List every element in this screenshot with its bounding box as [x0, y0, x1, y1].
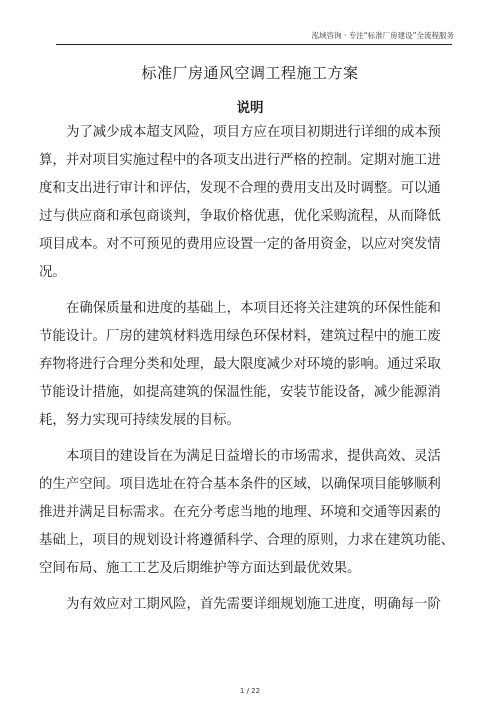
header-divider: [56, 44, 452, 45]
body-text: [39, 119, 463, 627]
text-line: 况。: [39, 265, 66, 280]
text-line: 节能设计。厂房的建筑材料选用绿色环保材料，建筑过程中的施工废: [39, 329, 441, 344]
text-line: 在确保质量和进度的基础上，本项目还将关注建筑的环保性能和: [66, 301, 441, 316]
text-line: 过与供应商和承包商谈判，争取价格优惠，优化采购流程，从而降低: [39, 209, 441, 224]
section-heading: 说明: [236, 100, 264, 116]
text-line: 为有效应对工期风险，首先需要详细规划施工进度，明确每一阶: [66, 597, 441, 612]
text-line: 推进并满足目标需求。在充分考虑当地的地理、环境和交通等因素的: [39, 505, 441, 520]
text-line: 本项目的建设旨在为满足日益增长的市场需求，提供高效、灵活: [66, 449, 441, 464]
paragraph-1: [39, 119, 463, 287]
paragraph-2: [39, 295, 463, 435]
text-line: 基础上，项目的规划设计将遵循科学、合理的原则，力求在建筑功能、: [39, 533, 455, 548]
text-line: 为了减少成本超支风险，项目方应在项目初期进行详细的成本预: [66, 125, 441, 140]
text-line: 空间布局、施工工艺及后期维护等方面达到最优效果。: [39, 561, 361, 576]
text-line: 度和支出进行审计和评估，发现不合理的费用支出及时调整。可以通: [39, 181, 441, 196]
text-line: 的生产空间。项目选址在符合基本条件的区域，以确保项目能够顺利: [39, 477, 441, 492]
text-line: 弃物将进行合理分类和处理，最大限度减少对环境的影响。通过采取: [39, 357, 441, 372]
text-line: 项目成本。对不可预见的费用应设置一定的备用资金，以应对突发情: [39, 237, 441, 252]
paragraph-3: [39, 443, 463, 583]
header-note: 泓域咨询 · 专注“标准厂房建设”全流程服务: [311, 31, 454, 40]
paragraph-4: [39, 591, 463, 619]
page-number: 1 / 22: [239, 687, 261, 695]
document-title: 标准厂房通风空调工程施工方案: [141, 64, 359, 82]
text-line: 节能设计措施，如提高建筑的保温性能，安装节能设备，减少能源消: [39, 385, 441, 400]
text-line: 算，并对项目实施过程中的各项支出进行严格的控制。定期对施工进: [39, 153, 441, 168]
text-line: 耗，努力实现可持续发展的目标。: [39, 413, 240, 428]
